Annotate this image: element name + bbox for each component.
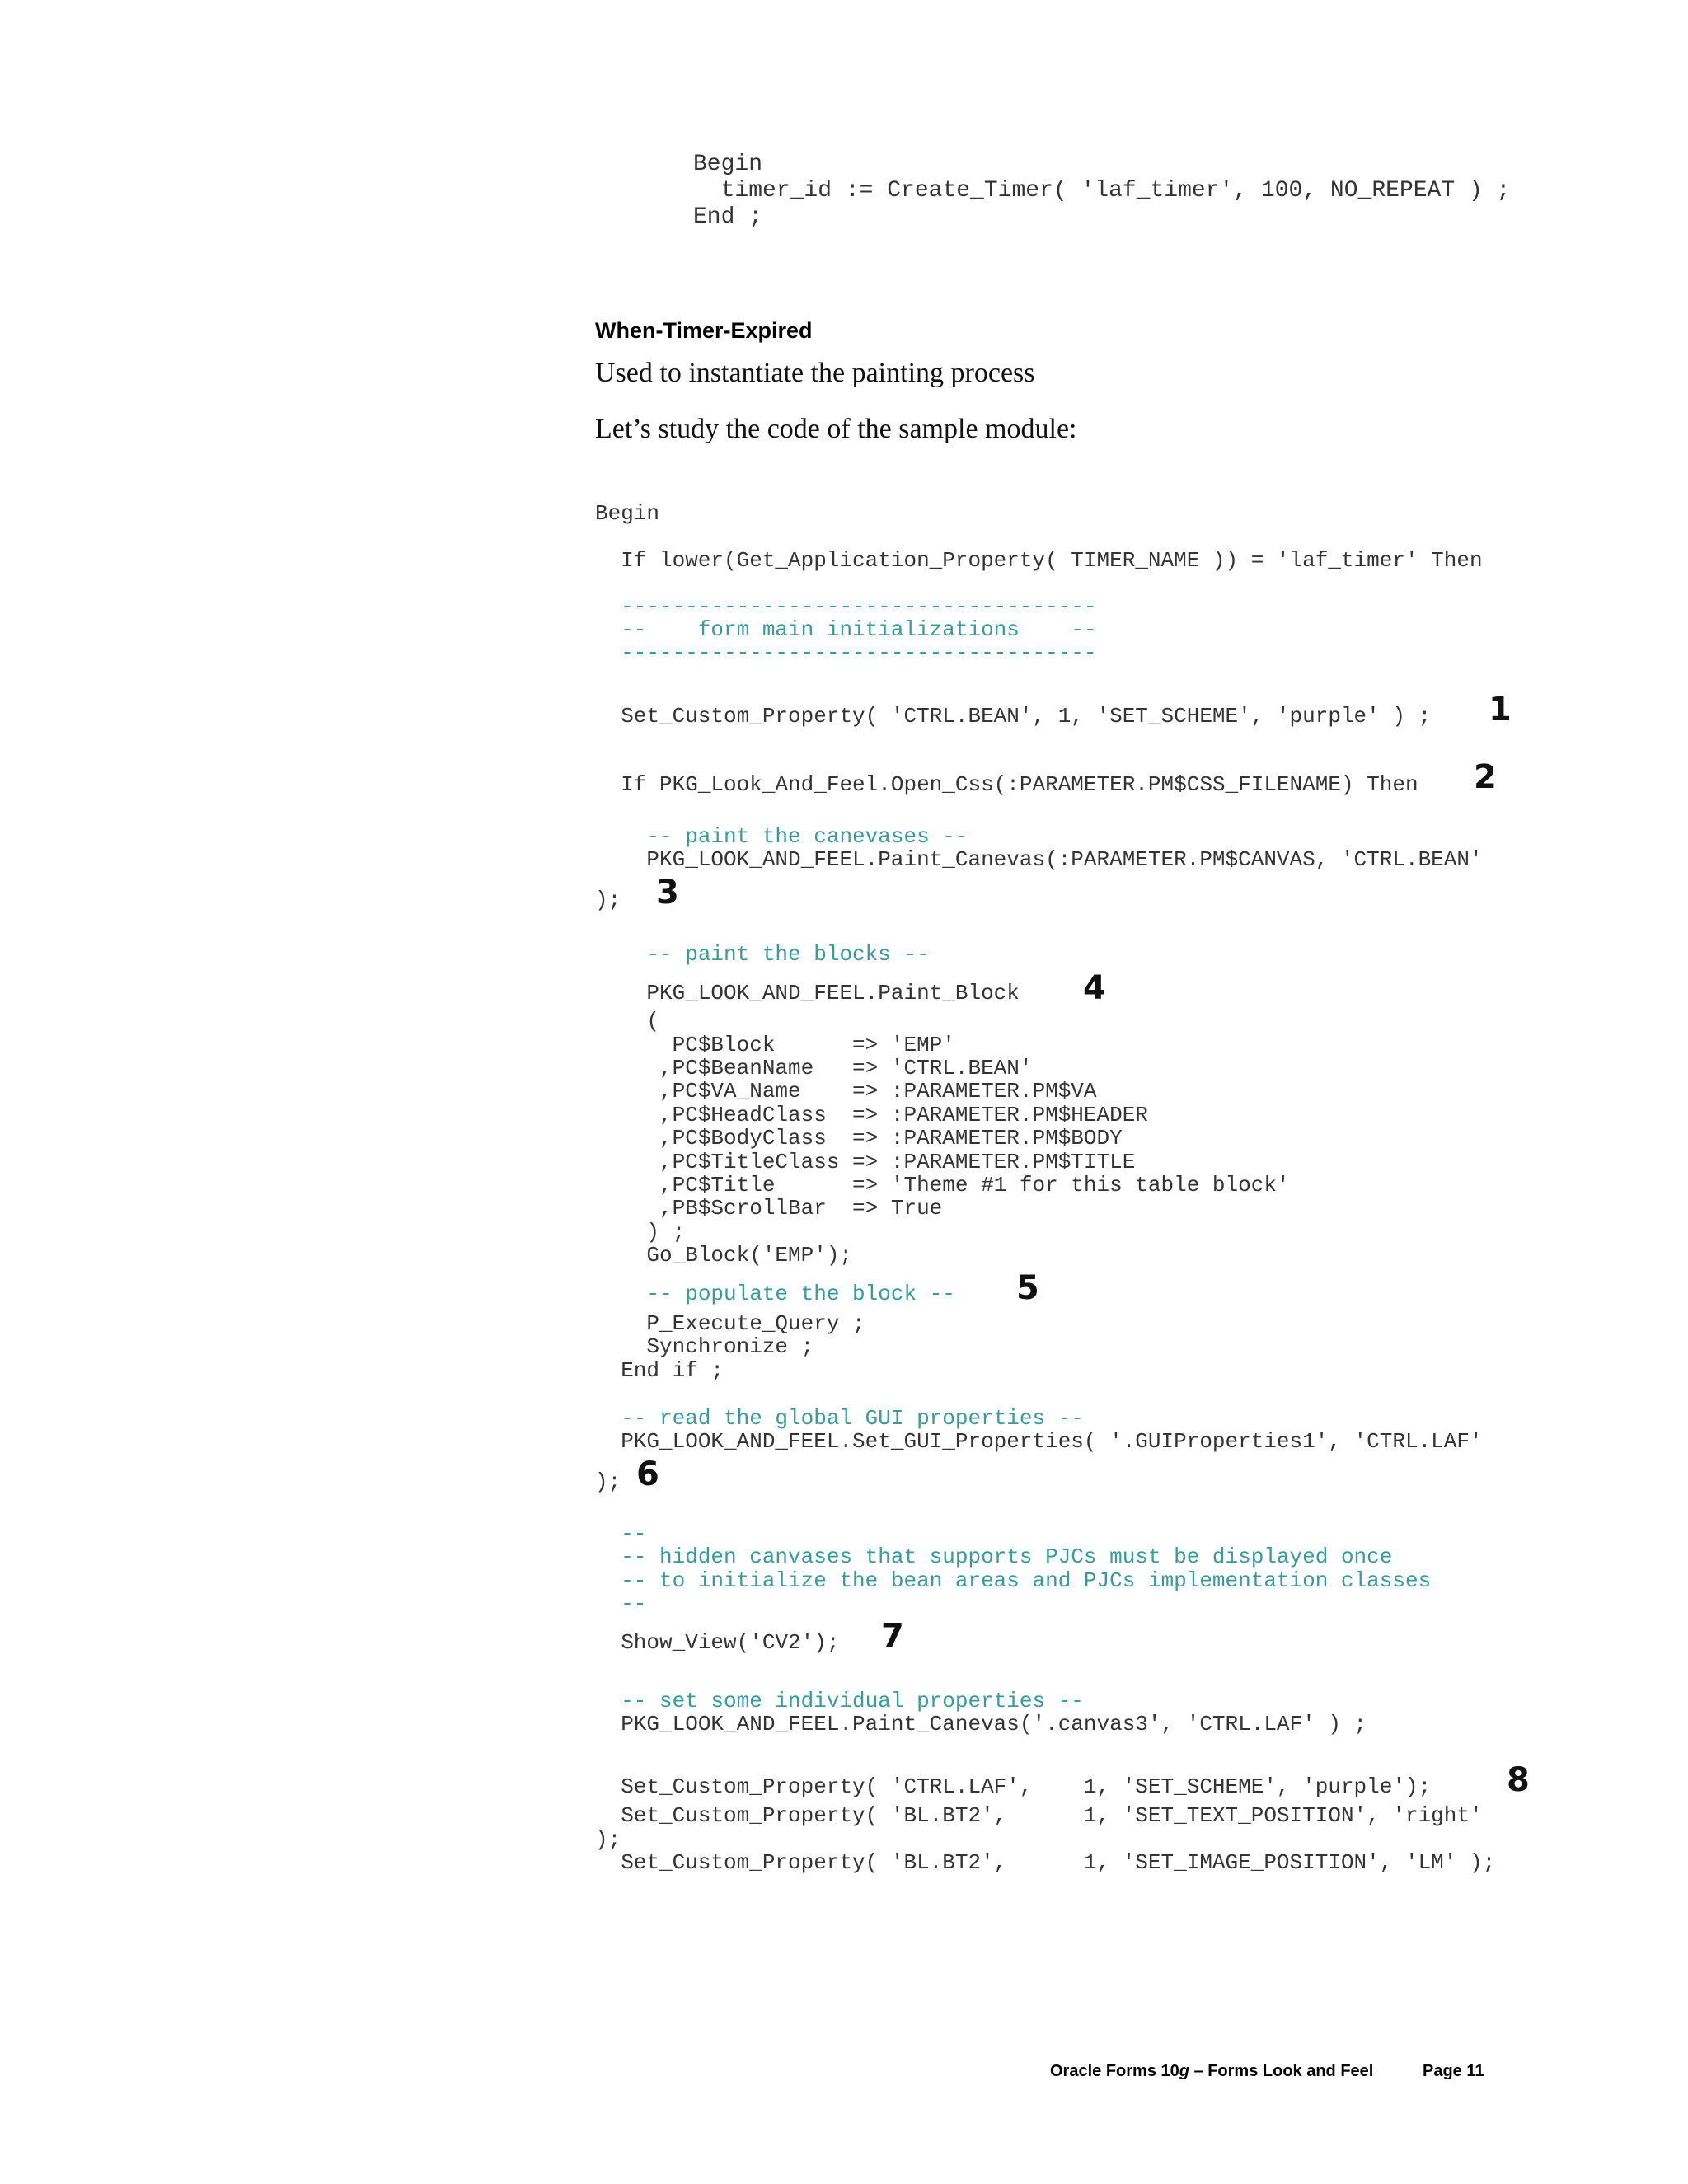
code-comment: --	[595, 1521, 647, 1546]
paragraph: Used to instantiate the painting process	[595, 358, 1035, 388]
code-line: ,PC$BodyClass => :PARAMETER.PM$BODY	[595, 1126, 1123, 1151]
footer-title-g: g	[1179, 2062, 1189, 2080]
section-heading: When-Timer-Expired	[595, 318, 813, 343]
code-line: Begin	[693, 152, 763, 177]
code-line: ) ;	[595, 1220, 686, 1244]
code-line: P_Execute_Query ;	[595, 1311, 865, 1336]
code-line: ,PC$HeadClass => :PARAMETER.PM$HEADER	[595, 1103, 1148, 1127]
code-line: timer_id := Create_Timer( 'laf_timer', 100, NO_REPEAT ) ;	[693, 178, 1511, 204]
code-line: Show_View('CV2');	[595, 1630, 840, 1655]
code-line: (	[595, 1009, 660, 1033]
marker-number: 6	[636, 1455, 659, 1493]
code-line: Set_Custom_Property( 'CTRL.LAF', 1, 'SET_SCHEME', 'purple');	[595, 1774, 1432, 1799]
code-line: Set_Custom_Property( 'BL.BT2', 1, 'SET_TEXT_POSITION', 'right'	[595, 1803, 1483, 1828]
code-comment: -- read the global GUI properties --	[595, 1406, 1084, 1431]
code-line: );	[595, 888, 621, 912]
code-line: ,PB$ScrollBar => True	[595, 1196, 943, 1221]
code-line: PKG_LOOK_AND_FEEL.Set_GUI_Properties( '.GUIProperties1', 'CTRL.LAF'	[595, 1429, 1483, 1454]
footer-title-post: – Forms Look and Feel	[1189, 2062, 1374, 2080]
code-line: PKG_LOOK_AND_FEEL.Paint_Block	[595, 981, 1020, 1005]
code-comment: -- to initialize the bean areas and PJCs implementation classes	[595, 1568, 1432, 1593]
code-line: ,PC$Title => 'Theme #1 for this table block'	[595, 1173, 1290, 1197]
code-line: End if ;	[595, 1358, 724, 1383]
code-line: Go_Block('EMP');	[595, 1243, 853, 1268]
marker-number: 4	[1083, 969, 1106, 1007]
code-line: Set_Custom_Property( 'CTRL.BEAN', 1, 'SET_SCHEME', 'purple' ) ;	[595, 704, 1432, 729]
code-comment: -- form main initializations --	[595, 617, 1097, 642]
code-comment: -- paint the canevases --	[595, 824, 968, 849]
code-line: );	[595, 1469, 621, 1494]
footer-title	[1050, 2062, 1373, 2081]
code-comment: -------------------------------------	[595, 640, 1097, 665]
code-comment: --	[595, 1591, 647, 1616]
page-number: Page 11	[1423, 2062, 1484, 2080]
code-line: );	[595, 1827, 621, 1852]
marker-number: 1	[1489, 691, 1512, 729]
code-line: Begin	[595, 501, 660, 526]
code-line: Set_Custom_Property( 'BL.BT2', 1, 'SET_IMAGE_POSITION', 'LM' );	[595, 1850, 1496, 1875]
code-comment: -- hidden canvases that supports PJCs must be displayed once	[595, 1544, 1393, 1569]
code-line: ,PC$TitleClass => :PARAMETER.PM$TITLE	[595, 1150, 1136, 1174]
code-comment: -- set some individual properties --	[595, 1689, 1084, 1713]
code-line: If lower(Get_Application_Property( TIMER_NAME )) = 'laf_timer' Then	[595, 548, 1483, 573]
code-comment: -- populate the block --	[595, 1282, 955, 1306]
code-line: If PKG_Look_And_Feel.Open_Css(:PARAMETER.PM$CSS_FILENAME) Then	[595, 772, 1418, 797]
marker-number: 3	[656, 874, 679, 912]
code-line: PC$Block => 'EMP'	[595, 1033, 955, 1057]
marker-number: 7	[881, 1617, 904, 1655]
code-line: ,PC$VA_Name => :PARAMETER.PM$VA	[595, 1079, 1097, 1104]
code-line: ,PC$BeanName => 'CTRL.BEAN'	[595, 1056, 1033, 1080]
code-line: PKG_LOOK_AND_FEEL.Paint_Canevas(:PARAMETER.PM$CANVAS, 'CTRL.BEAN'	[595, 847, 1483, 872]
paragraph: Let’s study the code of the sample module:	[595, 414, 1077, 444]
marker-number: 8	[1507, 1761, 1530, 1799]
code-line: End ;	[693, 204, 763, 230]
marker-number: 2	[1474, 758, 1497, 796]
footer-title-pre: Oracle Forms 10	[1050, 2062, 1179, 2080]
code-line: Synchronize ;	[595, 1334, 814, 1359]
code-line: PKG_LOOK_AND_FEEL.Paint_Canevas('.canvas3', 'CTRL.LAF' ) ;	[595, 1712, 1367, 1736]
marker-number: 5	[1016, 1269, 1039, 1307]
code-comment: -------------------------------------	[595, 594, 1097, 619]
code-comment: -- paint the blocks --	[595, 942, 930, 967]
